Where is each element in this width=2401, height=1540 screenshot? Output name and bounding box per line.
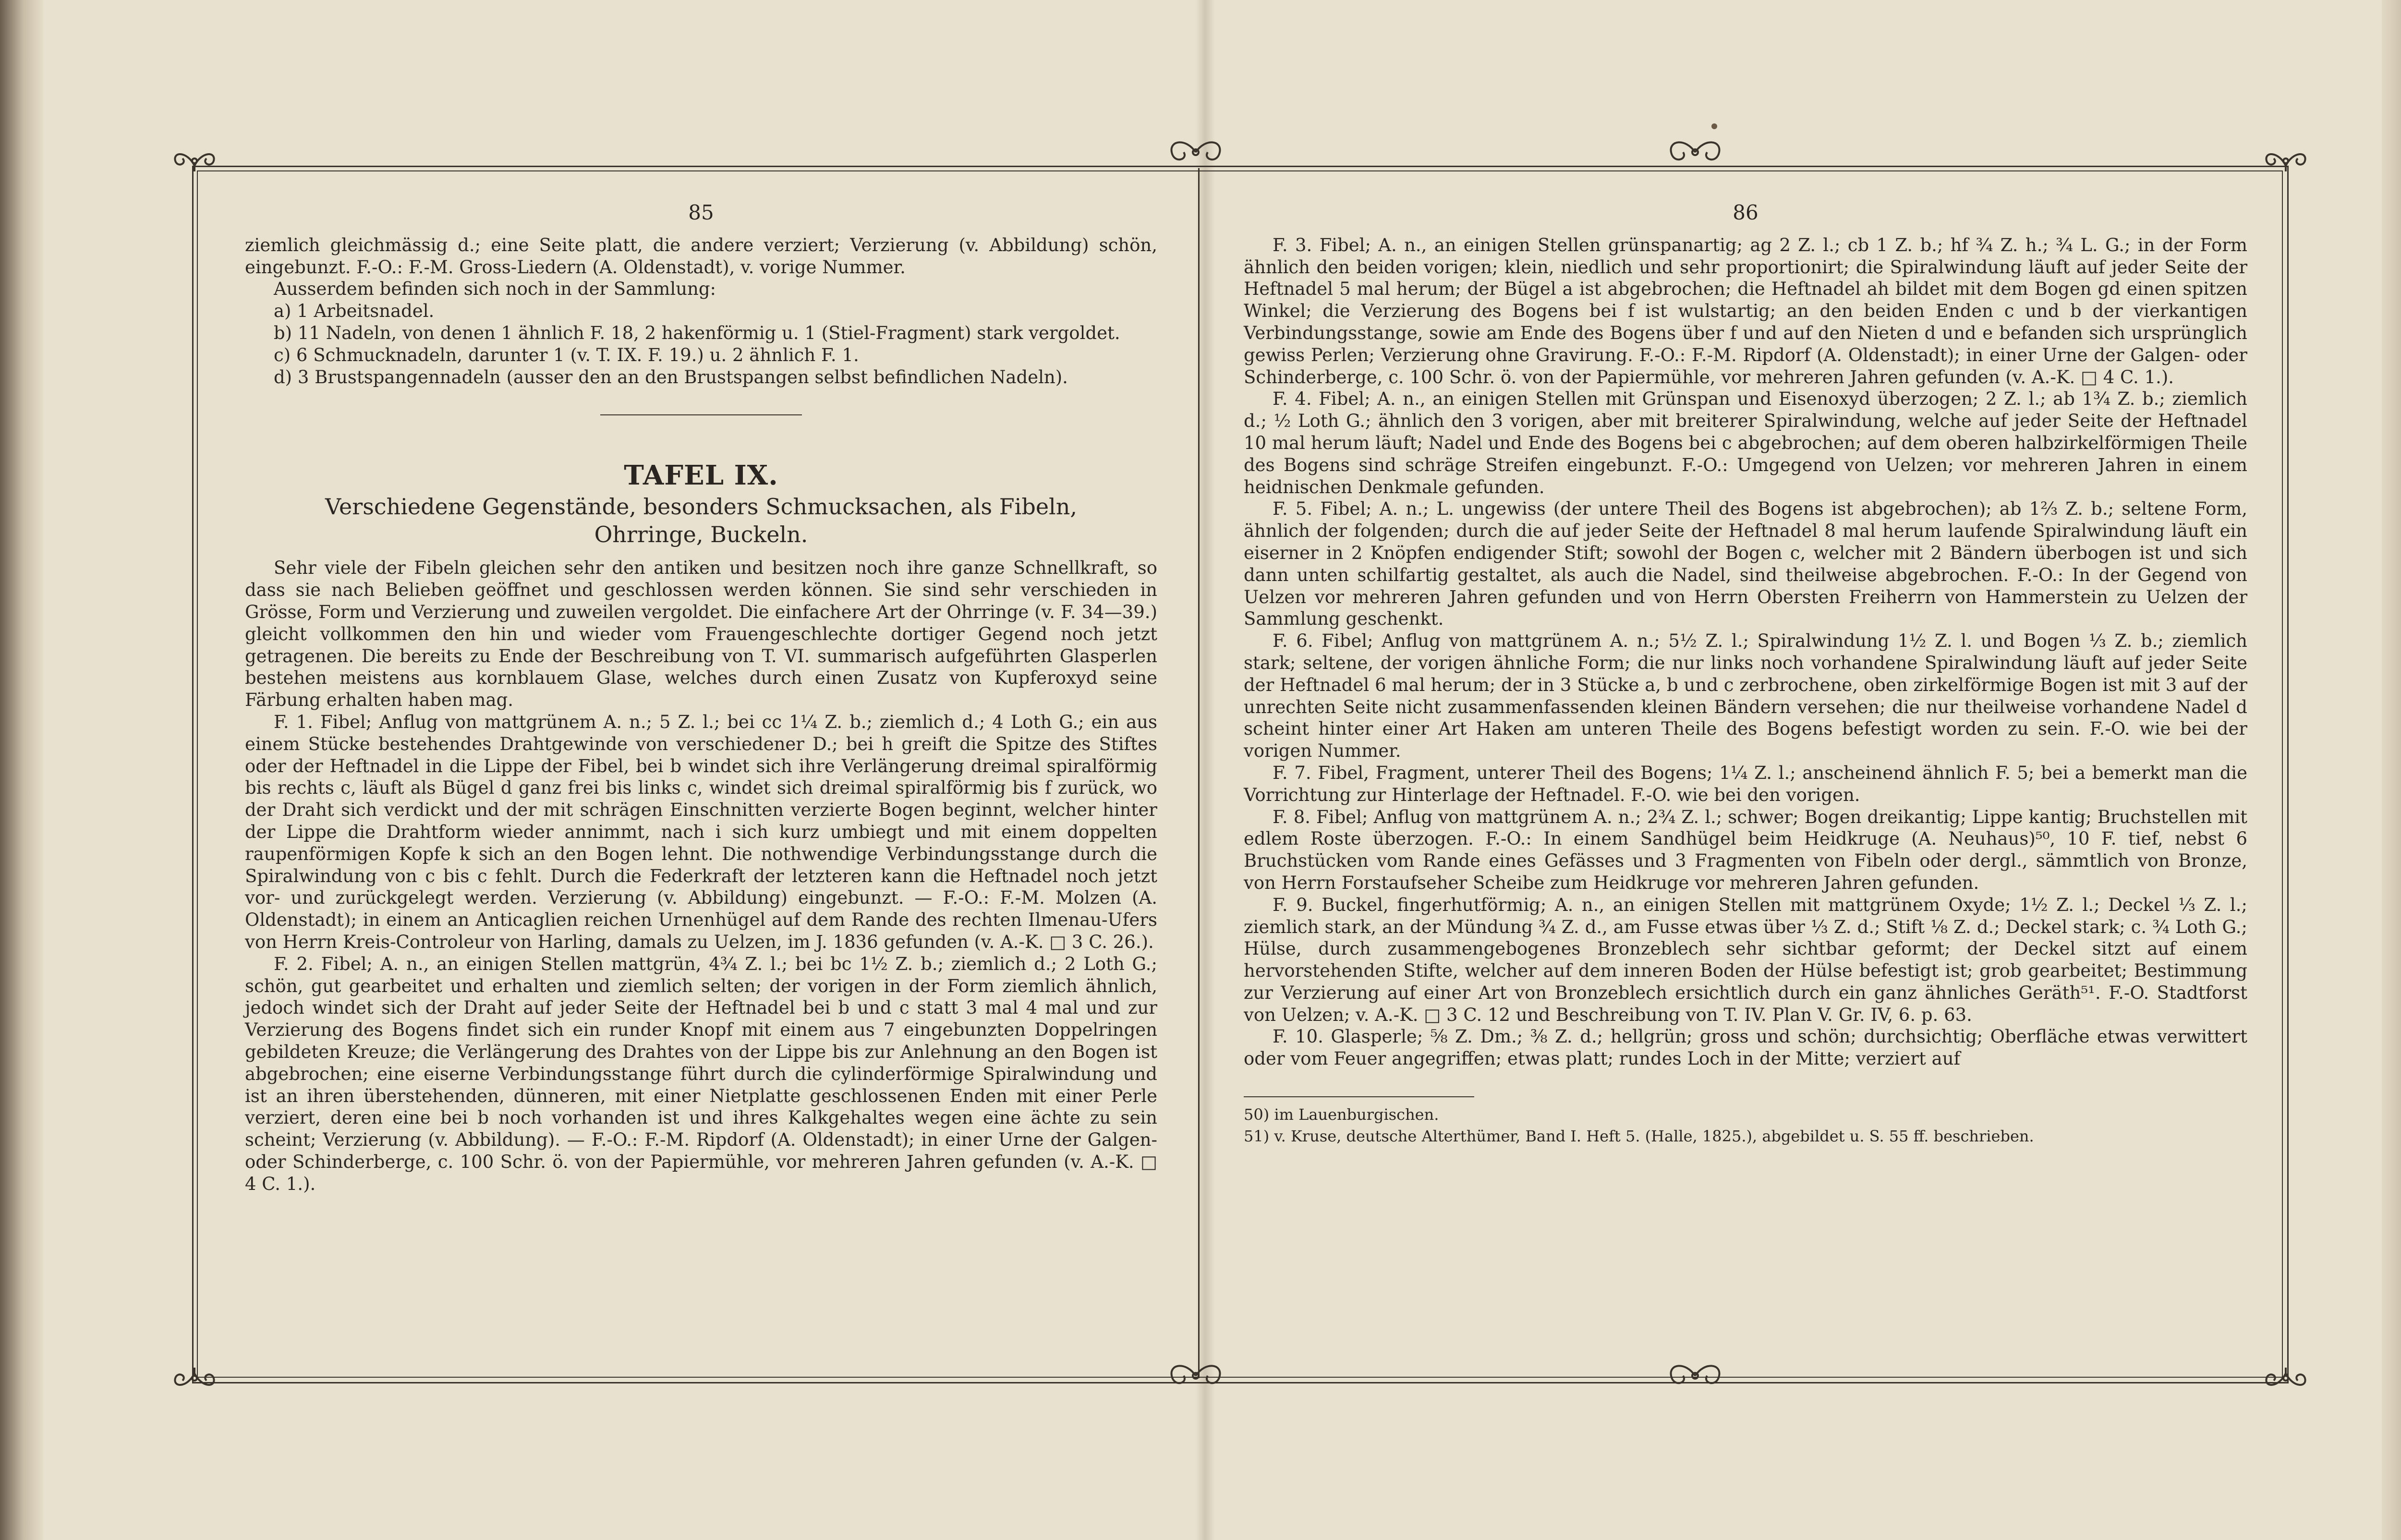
page-divider-line [1198,168,1200,1378]
list-item: d) 3 Brustspangennadeln (ausser den an den Brustspangen selbst befindlichen Nadeln). [274,366,1068,388]
text-paragraph: F. 8. Fibel; Anflug von mattgrünem A. n.; 2¾ Z. l.; schwer; Bogen dreikantig; Lippe kantig; Bruchstellen mit edlem Roste überzogen. F.-O.: In einem Sandhügel beim Heidkruge (A. Neuhaus)⁵⁰, 10 F. tief, nebst 6 Bruchstücken vom Rande eines Gefässes und 3 Fragmenten von Fibeln oder dergl., sämmtlich von Bronze, von Herrn Forstaufseher Scheibe zum Heidkruge vor mehreren Jahren gefunden. [1244,806,2247,893]
corner-ornament-icon [158,1364,230,1397]
center-ornament-icon [1659,135,1731,169]
corner-ornament-icon [158,142,230,175]
text-paragraph: Ausserdem befinden sich noch in der Sammlung: [274,279,716,300]
ink-spot [1711,123,1717,129]
section-separator [600,414,802,415]
footnote: 50) im Lauenburgischen. [1244,1105,1439,1124]
center-ornament-icon [1160,1359,1232,1393]
page-number: 86 [1733,201,1758,224]
list-item: c) 6 Schmucknadeln, darunter 1 (v. T. IX. F. 19.) u. 2 ähnlich F. 1. [274,344,859,365]
right-page [1244,202,2247,1147]
text-paragraph: F. 6. Fibel; Anflug von mattgrünem A. n.; 5½ Z. l.; Spiralwindung 1½ Z. l. und Bogen ⅓ Z. b.; ziemlich stark; seltene, der vorigen ähnliche Form; die nur links noch vorhandene Spiralwindung läuft auf jeder Seite der Heftnadel 6 mal herum; der in 3 Stücke a, b und c zerbrochene, oben zirkelförmige Bogen ist mit 3 auf der unrechten Seite nicht zusammenfassenden kleinen Bändern versehen; die nur theilweise vorhandene Nadel d scheint hinter einer Art Haken am unteren Theile des Bogens befestigt worden zu sein. F.-O. wie bei der vorigen Nummer. [1244,631,2247,762]
text-paragraph: F. 10. Glasperle; ⅝ Z. Dm.; ⅜ Z. d.; hellgrün; gross und schön; durchsichtig; Oberfläche etwas verwittert oder vom Feuer angegriffen; etwas platt; rundes Loch in der Mitte; verziert auf [1244,1026,2247,1069]
text-paragraph: ziemlich gleichmässig d.; eine Seite platt, die andere verziert; Verzierung (v. Abbildung) schön, eingebunzt. F.-O.: F.-M. Gross-Liedern (A. Oldenstadt), v. vorige Nummer. [245,234,1157,278]
subtitle-line: Ohrringe, Buckeln. [594,521,808,548]
text-paragraph: F. 4. Fibel; A. n., an einigen Stellen mit Grünspan und Eisenoxyd überzogen; 2 Z. l.; ab 1¾ Z. b.; ziemlich d.; ½ Loth G.; ähnlich den 3 vorigen, aber mit breiterer Spiralwindung, welche auf jeder Seite der Heftnadel 10 mal herum läuft; Nadel und Ende des Bogens bei c abgebrochen; auf dem oberen halbzirkelförmigen Theile des Bogens sind schräge Streifen eingebunzt. F.-O.: Umgegend von Uelzen; vor mehreren Jahren in einem heidnischen Denkmale gefunden. [1244,388,2247,497]
text-paragraph: F. 2. Fibel; A. n., an einigen Stellen mattgrün, 4¾ Z. l.; bei bc 1½ Z. b.; ziemlich d.; 2 Loth G.; schön, gut gearbeitet und erhalten und ziemlich selten; der vorigen in der Form ziemlich ähnlich, jedoch windet sich der Draht auf jeder Seite der Heftnadel bei b und c statt 3 mal 4 mal und zur Verzierung des Bogens findet sich ein runder Knopf mit einem aus 7 eingebunzten Doppelringen gebildeten Kreuze; die Verlängerung des Drahtes von der Lippe bis zur Anlehnung an den Bogen ist abgebrochen; eine eiserne Verbindungsstange führt durch die cylinderförmige Spiralwindung und ist an ihren überstehenden, dünneren, mit einer Nietplatte geschlossenen Enden mit einer Perle verziert, deren eine bei b noch vorhanden ist und ihres Kalkgehaltes wegen eine ächte zu sein scheint; Verzierung (v. Abbildung). — F.-O.: F.-M. Ripdorf (A. Oldenstadt); in einer Urne der Galgen- oder Schinderberge, c. 100 Schr. ö. von der Papiermühle, vor mehreren Jahren gefunden (v. A.-K. □ 4 C. 1.). [245,953,1157,1194]
footnote-separator [1244,1096,1474,1097]
corner-ornament-icon [2250,1364,2322,1397]
text-paragraph: F. 1. Fibel; Anflug von mattgrünem A. n.; 5 Z. l.; bei cc 1¼ Z. b.; ziemlich d.; 4 Loth G.; ein aus einem Stücke bestehendes Drahtgewinde von verschiedener D.; bei h greift die Spitze des Stiftes oder der Heftnadel in die Lippe der Fibel, bei b windet sich ihre Verlängerung dreimal spiralförmig bis rechts c, läuft als Bügel d ganz frei bis links c, windet sich dreimal spiralförmig bis f zurück, wo der Draht sich verdickt und der mit schrägen Einschnitten verzierte Bogen beginnt, welcher hinter der Lippe die Drahtform wieder annimmt, nach i sich kurz umbiegt und mit einem doppelten raupenförmigen Kopfe k sich an den Bogen lehnt. Die nothwendige Verbindungsstange durch die Spiralwindung von c bis c fehlt. Durch die Federkraft der letzteren kann die Heftnadel noch jetzt vor- und zurückgelegt werden. Verzierung (v. Abbildung) eingebunzt. — F.-O.: F.-M. Molzen (A. Oldenstadt); in einem an Anticaglien reichen Urnenhügel auf dem Rande des rechten Ilmenau-Ufers von Herrn Kreis-Controleur von Harling, damals zu Uelzen, im J. 1836 gefunden (v. A.-K. □ 3 C. 26.). [245,711,1157,952]
page-number: 85 [688,201,714,224]
section-title: TAFEL IX. [624,460,778,492]
corner-ornament-icon [2250,142,2322,175]
center-ornament-icon [1160,135,1232,169]
left-page [245,202,1157,1195]
text-paragraph: F. 5. Fibel; A. n.; L. ungewiss (der untere Theil des Bogens ist abgebrochen); ab 1⅔ Z. b.; seltene Form, ähnlich der folgenden; durch die auf jeder Seite der Heftnadel 8 mal herum laufende Spiralwindung läuft ein eiserner in 2 Knöpfen endigender Stift; sowohl der Bogen c, welcher mit 2 Bändern überbogen ist und sich dann unten schilfartig gestaltet, als auch die Nadel, sind theilweise abgebrochen. F.-O.: In der Gegend von Uelzen vor mehreren Jahren gefunden und von Herrn Obersten Freiherrn von Hammerstein zu Uelzen der Sammlung geschenkt. [1244,498,2247,630]
section-subtitle [245,493,1157,548]
text-paragraph: F. 3. Fibel; A. n., an einigen Stellen grünspanartig; ag 2 Z. l.; cb 1 Z. b.; hf ¾ Z. h.; ¾ L. G.; in der Form ähnlich den beiden vorigen; klein, niedlich und sehr proportionirt; die Spiralwindung läuft auf jeder Seite der Heftnadel 5 mal herum; der Bügel a ist abgebrochen; die Heftnadel ah bildet mit dem Bogen gd einen spitzen Winkel; die Verzierung des Bogens bei f ist wulstartig; an den beiden Enden c und b der vierkantigen Verbindungsstange, sowie am Ende des Bogens über f und auf den Nieten d und e befanden sich ursprünglich gewiss Perlen; Verzierung ohne Gravirung. F.-O.: F.-M. Ripdorf (A. Oldenstadt); in einer Urne der Galgen- oder Schinderberge, c. 100 Schr. ö. von der Papiermühle, vor mehreren Jahren gefunden (v. A.-K. □ 4 C. 1.). [1244,234,2247,388]
list-item: a) 1 Arbeitsnadel. [274,301,435,322]
footnote: 51) v. Kruse, deutsche Alterthümer, Band I. Heft 5. (Halle, 1825.), abgebildet u. S. 55 ff. beschrieben. [1244,1127,2034,1146]
text-paragraph: F. 7. Fibel, Fragment, unterer Theil des Bogens; 1¼ Z. l.; anscheinend ähnlich F. 5; bei a bemerkt man die Vorrichtung zur Hinterlage der Heftnadel. F.-O. wie bei den vorigen. [1244,762,2247,805]
text-paragraph: Sehr viele der Fibeln gleichen sehr den antiken und besitzen noch ihre ganze Schnellkraft, so dass sie nach Belieben geöffnet und geschlossen werden können. Sie sind sehr verschieden in Grösse, Form und Verzierung und zuweilen vergoldet. Die einfachere Art der Ohrringe (v. F. 34—39.) gleicht vollkommen den hin und wieder vom Frauengeschlechte dortiger Gegend noch jetzt getragenen. Die bereits zu Ende der Beschreibung von T. VI. summarisch aufgeführten Glasperlen bestehen meistens aus kornblauem Glase, welches durch einen Zusatz von Kupferoxyd seine Färbung erhalten haben mag. [245,558,1157,711]
center-ornament-icon [1659,1359,1731,1393]
text-paragraph: F. 9. Buckel, fingerhutförmig; A. n., an einigen Stellen mit mattgrünem Oxyde; 1½ Z. l.; Deckel ⅓ Z. l.; ziemlich stark, an der Mündung ¾ Z. d., am Fusse etwas über ⅓ Z. d.; Stift ⅛ Z. d.; Deckel stark; c. ¾ Loth G.; Hülse, durch zusammengebogenes Bronzeblech sehr sichtbar geformt; der Deckel sitzt auf einem hervorstehenden Stifte, welcher auf dem inneren Boden der Hülse befestigt ist; grob gearbeitet; Bestimmung zur Verzierung auf einer Art von Bronzeblech ersichtlich durch ein ganz ähnliches Geräth⁵¹. F.-O. Stadtforst von Uelzen; v. A.-K. □ 3 C. 12 und Beschreibung von T. IV. Plan V. Gr. IV, 6. p. 63. [1244,894,2247,1025]
left-page-edge [0,0,43,1540]
subtitle-line: Verschiedene Gegenstände, besonders Schmucksachen, als Fibeln, [325,494,1077,520]
right-page-edge [2382,0,2401,1540]
list-item: b) 11 Nadeln, von denen 1 ähnlich F. 18, 2 hakenförmig u. 1 (Stiel-Fragment) stark vergoldet. [274,322,1120,343]
